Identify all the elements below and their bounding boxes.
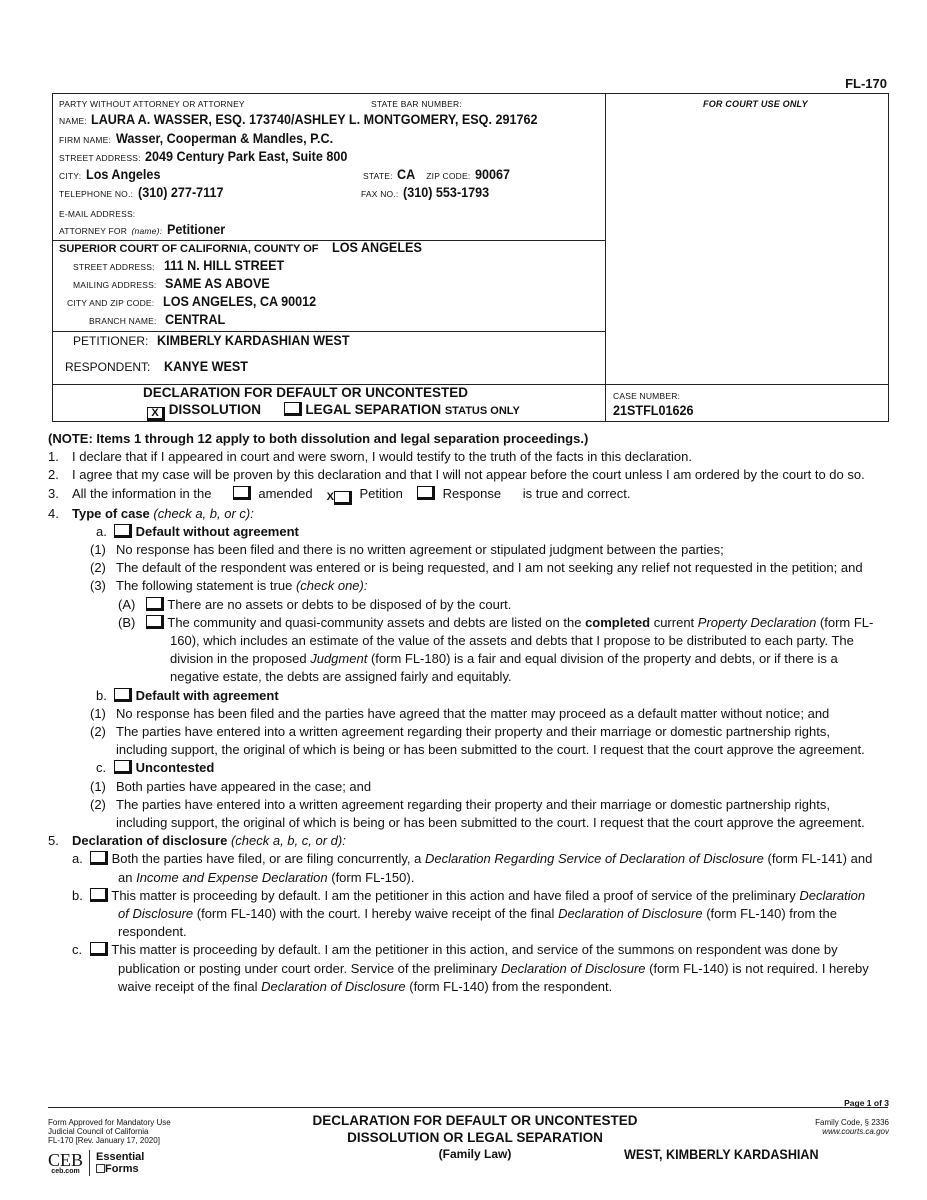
court-label: SUPERIOR COURT OF CALIFORNIA, COUNTY OF — [59, 243, 319, 255]
county[interactable]: LOS ANGELES — [331, 239, 422, 255]
attorney-name[interactable]: LAURA A. WASSER, ESQ. 173740/ASHLEY L. MONTGOMERY, ESQ. 291762 — [91, 111, 538, 127]
item-4c2: (2) The parties have entered into a written agreement regarding their property and their marriage or domestic partnership rights, including support, the original of which is being or has been submitted to the court. I request that the court approve the agreement. — [90, 796, 865, 831]
attorney-for-hint: (name): — [131, 226, 163, 236]
item-3: 3. All the information in the amended X Petition Response is true and correct. — [48, 485, 631, 503]
respondent-label: RESPONDENT: — [65, 360, 151, 374]
status-only-label: STATUS ONLY — [444, 405, 520, 417]
uncontested-checkbox[interactable] — [114, 760, 132, 774]
email-label: E-MAIL ADDRESS: — [59, 209, 136, 219]
ceb-logo: CEB ceb.com Essential Forms — [48, 1149, 145, 1175]
item-4: 4. Type of case (check a, b, or c): — [48, 505, 254, 521]
caption-box — [52, 93, 889, 422]
state-bar-label: STATE BAR NUMBER: — [371, 99, 462, 109]
firm-label: FIRM NAME: — [59, 135, 112, 145]
state[interactable]: CA — [397, 166, 416, 182]
form-number: FL-170 — [845, 76, 887, 91]
item-5b: b. This matter is proceeding by default. I am the petitioner in this action and have filed a proof of service of the preliminary Declaration of Disclosure (form FL-140) with the court. I hereby waive receipt of the final Declaration of Disclosure (form FL-140) from the respondent. — [72, 887, 866, 940]
item-4a1: (1) No response has been filed and there is no written agreement or stipulated judgment between the parties; — [90, 542, 724, 558]
respondent-name[interactable]: KANYE WEST — [163, 358, 248, 374]
case-number[interactable]: 21STFL01626 — [613, 402, 694, 418]
petitioner-label: PETITIONER: — [73, 334, 149, 348]
item-4b2: (2) The parties have entered into a written agreement regarding their property and their marriage or domestic partnership rights, including support, the original of which is being or has been submitted to the court. I request that the court approve the agreement. — [90, 724, 865, 758]
petitioner-name[interactable]: KIMBERLY KARDASHIAN WEST — [157, 332, 350, 348]
branch-name[interactable]: CENTRAL — [165, 311, 226, 327]
item-5c: c. This matter is proceeding by default. I am the petitioner in this action, and service of the summons on respondent was done by publication or posting under court order. Service of the preliminary Declaration of Disclosure (form FL-140) is not required. I hereby waive receipt of the final Declaration of Disclosure (form FL-140) from the respondent. — [72, 942, 869, 994]
street-label: STREET ADDRESS: — [59, 153, 141, 163]
footer-case-name: WEST, KIMBERLY KARDASHIAN — [624, 1146, 819, 1162]
item-5a: a. Both the parties have filed, or are filing concurrently, a Declaration Regarding Service of Declaration of Disclosure (form FL-141) and an Income and Expense Declaration (form FL-150). — [72, 851, 873, 885]
city[interactable]: Los Angeles — [85, 166, 161, 182]
court-use-label: FOR COURT USE ONLY — [703, 99, 808, 109]
party-label: PARTY WITHOUT ATTORNEY OR ATTORNEY — [59, 99, 245, 109]
cityzip-label: CITY AND ZIP CODE: — [67, 298, 155, 308]
petition-checkbox[interactable]: X — [334, 491, 352, 505]
item-4a: a. Default without agreement — [96, 523, 299, 539]
phone-label: TELEPHONE NO.: — [59, 189, 134, 199]
item-4a3B: (B) The community and quasi-community assets and debts are listed on the completed current Property Declaration (form FL-160), which includes an estimate of the value of the assets and debts that I propose to be distributed to each party. The division in the proposed Judgment (form FL-180) is a fair and equal division of the property and debts, or if there is a negative estate, the debts are assigned fairly and equitably. — [118, 614, 874, 685]
phone[interactable]: (310) 277-7117 — [137, 184, 224, 200]
mailing-label: MAILING ADDRESS: — [73, 280, 157, 290]
zip[interactable]: 90067 — [474, 166, 510, 182]
case-number-label: CASE NUMBER: — [613, 391, 681, 401]
response-checkbox[interactable] — [417, 486, 435, 500]
item-4a3: (3) The following statement is true (check one): — [90, 578, 368, 594]
item-4a2: (2) The default of the respondent was entered or is being requested, and I am not seeking any relief not requested in the petition; and — [90, 560, 863, 576]
city-zip[interactable]: LOS ANGELES, CA 90012 — [163, 293, 317, 309]
footer-left: Form Approved for Mandatory Use Judicial Council of California FL-170 [Rev. January 17, 2020] — [48, 1118, 171, 1145]
form-body — [48, 430, 878, 996]
default-without-agreement-checkbox[interactable] — [114, 524, 132, 538]
item-1: 1. I declare that if I appeared in court and were sworn, I would testify to the truth of the facts in this declaration. — [48, 449, 693, 465]
attorney-for[interactable]: Petitioner — [166, 221, 225, 237]
page-number: Page 1 of 3 — [844, 1098, 889, 1108]
footer-rule — [48, 1107, 888, 1108]
dissolution-label: DISSOLUTION — [168, 402, 262, 417]
mailing-address[interactable]: SAME AS ABOVE — [165, 275, 271, 291]
item-2: 2. I agree that my case will be proven by this declaration and that I will not appear before the court unless I am ordered by the court to do so. — [48, 467, 865, 483]
city-label: CITY: — [59, 171, 82, 181]
form-title: DECLARATION FOR DEFAULT OR UNCONTESTED — [143, 385, 468, 400]
item-4c: c. Uncontested — [96, 760, 215, 776]
assets-listed-checkbox[interactable] — [146, 615, 164, 629]
legal-separation-label: LEGAL SEPARATION — [305, 402, 442, 417]
dissolution-checkbox[interactable]: X — [147, 407, 165, 421]
item-4a3A: (A) There are no assets or debts to be disposed of by the court. — [118, 596, 512, 612]
branch-label: BRANCH NAME: — [89, 316, 157, 326]
firm-name[interactable]: Wasser, Cooperman & Mandles, P.C. — [115, 130, 333, 146]
court-street[interactable]: 111 N. HILL STREET — [163, 257, 284, 273]
amended-checkbox[interactable] — [233, 486, 251, 500]
zip-label: ZIP CODE: — [426, 171, 471, 181]
attorney-for-label: ATTORNEY FOR — [59, 226, 128, 236]
item-4b: b. Default with agreement — [96, 687, 279, 703]
fax-label: FAX NO.: — [361, 189, 399, 199]
item-4c1: (1) Both parties have appeared in the case; and — [90, 778, 372, 794]
court-street-label: STREET ADDRESS: — [73, 262, 155, 272]
note: (NOTE: Items 1 through 12 apply to both dissolution and legal separation proceedings.) — [48, 431, 589, 446]
footer-title: DECLARATION FOR DEFAULT OR UNCONTESTED DISSOLUTION OR LEGAL SEPARATION (Family Law) — [312, 1113, 638, 1161]
name-label: NAME: — [59, 116, 87, 126]
item-5: 5. Declaration of disclosure (check a, b, c, or d): — [48, 833, 346, 849]
disclosure-b-checkbox[interactable] — [90, 888, 108, 902]
fax[interactable]: (310) 553-1793 — [402, 184, 490, 200]
footer-right: Family Code, § 2336 www.courts.ca.gov — [815, 1118, 889, 1136]
default-with-agreement-checkbox[interactable] — [114, 688, 132, 702]
disclosure-c-checkbox[interactable] — [90, 942, 108, 956]
disclosure-a-checkbox[interactable] — [90, 851, 108, 865]
state-label: STATE: — [363, 171, 393, 181]
street-address[interactable]: 2049 Century Park East, Suite 800 — [145, 148, 348, 164]
item-4b1: (1) No response has been filed and the parties have agreed that the matter may proceed as a default matter without notice; and — [90, 705, 830, 721]
no-assets-checkbox[interactable] — [146, 597, 164, 611]
legal-separation-checkbox[interactable] — [284, 402, 302, 416]
